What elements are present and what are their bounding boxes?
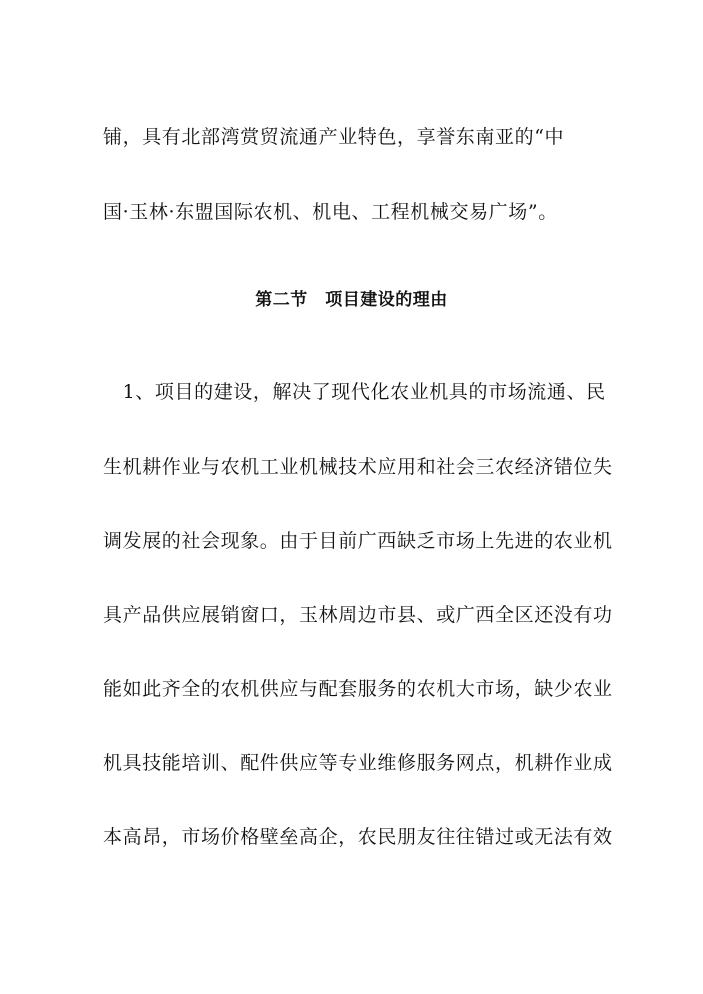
paragraph-line: 调发展的社会现象。由于目前广西缺乏市场上先进的农业机 xyxy=(103,530,613,552)
paragraph-line: 本高昂，市场价格壁垒高企，农民朋友往往错过或无法有效 xyxy=(103,826,613,848)
paragraph-line: 机具技能培训、配件供应等专业维修服务网点，机耕作业成 xyxy=(103,752,613,774)
paragraph-line: 1、项目的建设，解决了现代化农业机具的市场流通、民 xyxy=(103,381,606,403)
paragraph-line: 具产品供应展销窗口，玉林周边市县、或广西全区还没有功 xyxy=(103,604,613,626)
section-heading: 第二节 项目建设的理由 xyxy=(255,290,448,310)
paragraph-line: 铺，具有北部湾赏贸流通产业特色，享誉东南亚的“中 xyxy=(103,126,565,148)
paragraph-line: 生机耕作业与农机工业机械技术应用和社会三农经济错位失 xyxy=(103,456,613,478)
paragraph-line: 国·玉林·东盟国际农机、机电、工程机械交易广场”。 xyxy=(103,201,558,223)
paragraph-line: 能如此齐全的农机供应与配套服务的农机大市场，缺少农业 xyxy=(103,678,613,700)
